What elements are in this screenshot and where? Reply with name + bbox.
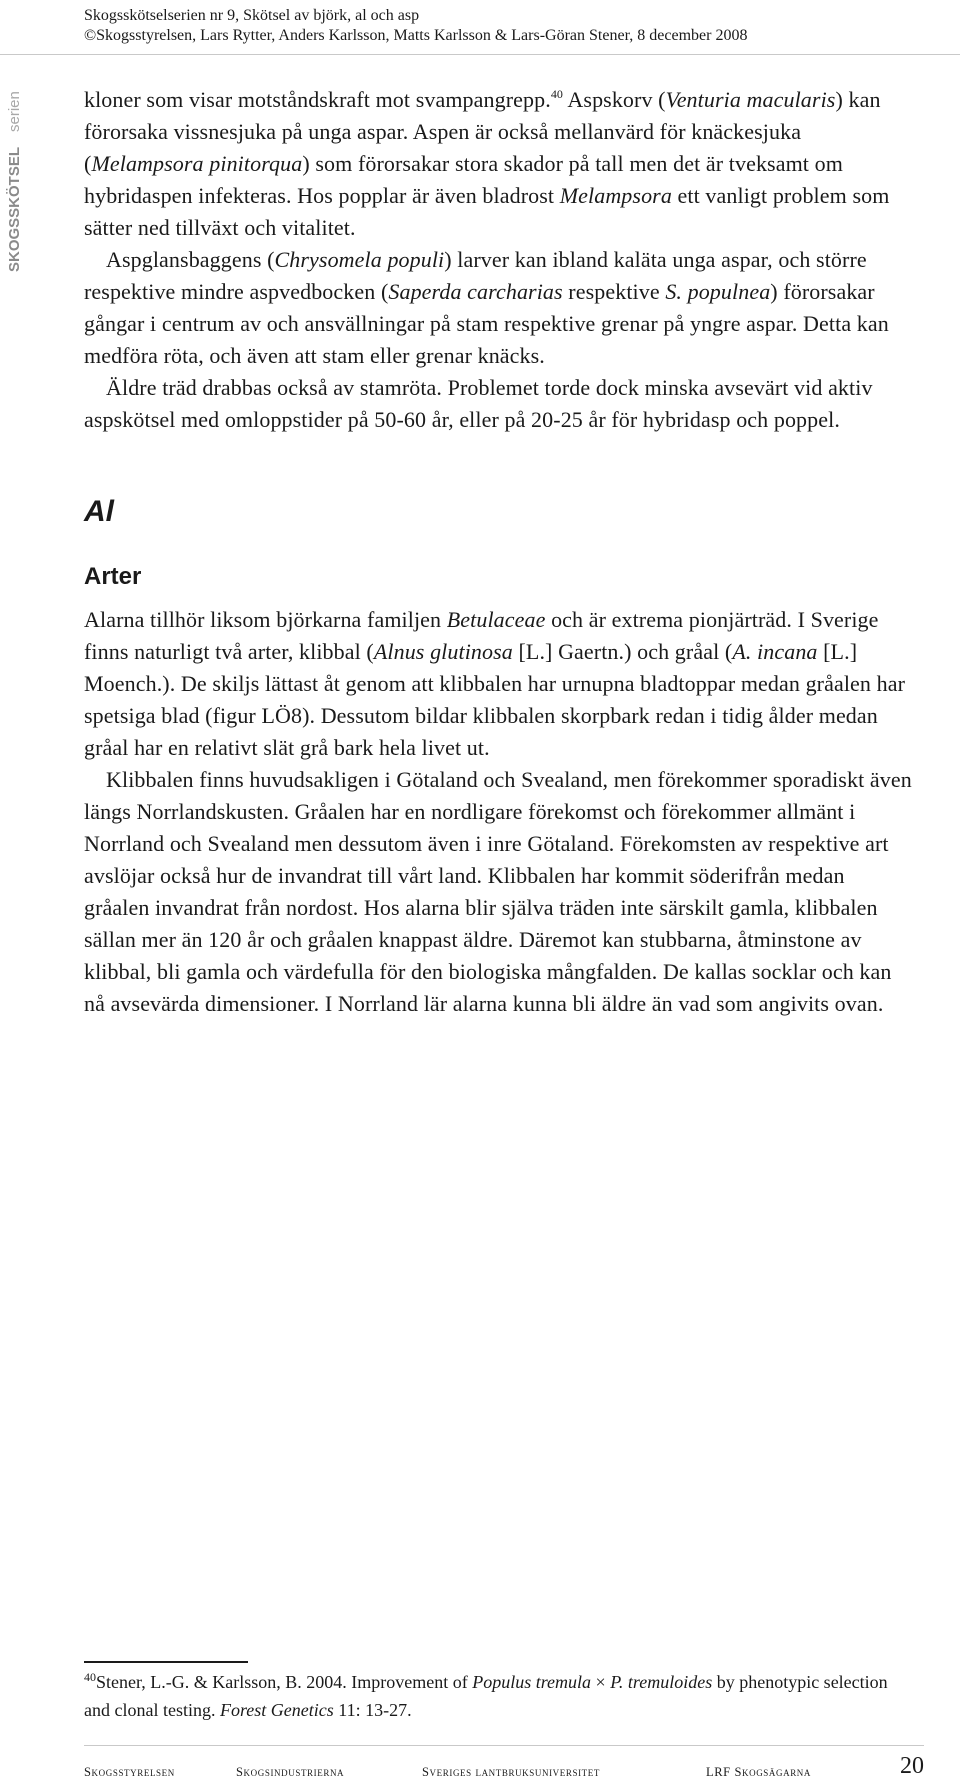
footer-org-skogsindustrierna: Skogsindustrierna: [236, 1765, 345, 1779]
paragraph-utbredning: Klibbalen finns huvudsakligen i Götaland och Svealand, men förekommer sporadiskt även längs Norrlandskusten. Gråalen har en nordligare förekomst och förekommer allmänt i Norrland och Svealand men dessutom även i inre Götaland. Förekomsten av respektive art avslöjar också hur de invandrat till vårt land. Klibbalen har kommit söderifrån medan gråalen invandrat från nordost. Hos alarna blir själva träden inte särskilt gamla, klibbalen sällan mer än 120 år och gråalen knappast äldre. Däremot kan stubbarna, åtminstone av klibbal, bli gamla och värdefulla för den biologiska mångfalden. De kallas socklar och kan nå avsevärda dimensioner. I Norrland lär alarna kunna bli äldre än vad som angivits ovan.: [84, 767, 912, 1016]
footnote-number: 40: [84, 1670, 96, 1684]
page-body: [84, 84, 914, 1020]
header-divider: [0, 54, 960, 55]
footer-org-lrf: LRF Skogsägarna: [706, 1765, 812, 1779]
footer-divider: [84, 1745, 924, 1746]
paragraph-stamrota: Äldre träd drabbas också av stamröta. Problemet torde dock minska avsevärt vid aktiv aspskötsel med omloppstider på 50-60 år, eller på 20-25 år för hybridasp och poppel.: [84, 375, 873, 432]
footer-org-slu: Sveriges lantbruksuniversitet: [422, 1765, 600, 1779]
paragraph-aspglansbagge: Aspglansbaggens (Chrysomela populi) larver kan ibland kaläta unga aspar, och större respektive mindre aspvedbocken (Saperda carcharias respektive S. populnea) förorsakar gångar i centrum av och ansvällningar på stam respektive grenar på yngre aspar. Detta kan medföra röta, och även att stam eller grenar knäcks.: [84, 247, 889, 368]
paragraph-alarna-arter: Alarna tillhör liksom björkarna familjen Betulaceae och är extrema pionjärträd. I Sverige finns naturligt två arter, klibbal (Alnus glutinosa [L.] Gaertn.) och gråal (A. incana [L.] Moench.). De skiljs lättast åt genom att klibbalen har urnupna bladtoppar medan gråalen har spetsiga blad (figur LÖ8). Dessutom bildar klibbalen skorpbark redan i tidig ålder medan gråal har en relativt slät grå bark hela livet ut.: [84, 607, 906, 760]
page-footer: [84, 1753, 924, 1787]
footnote-divider: [84, 1661, 248, 1663]
logo-text-bold: SKOGSSKÖTSEL: [6, 146, 23, 272]
subsection-heading-arter: Arter: [84, 563, 142, 590]
paragraph-svampangrepp: kloner som visar motståndskraft mot svampangrepp.$^{40}$ Aspskorv (Venturia macularis) kan förorsaka vissnesjuka på unga aspar. Aspen är också mellanvärd för knäckesjuka (Melampsora pinitorqua) som förorsakar stora skador på tall men det är tveksamt om hybridaspen infekteras. Hos popplar är även bladrost Melampsora ett vanligt problem som sätter ned tillväxt och vitalitet.: [84, 87, 890, 240]
page-number: 20: [900, 1753, 924, 1779]
header-copyright-line: ©Skogsstyrelsen, Lars Rytter, Anders Karlsson, Matts Karlsson & Lars-Göran Stener, 8 december 2008: [84, 27, 748, 44]
footnote-reference[interactable]: 40: [550, 87, 564, 101]
header-series-line: Skogsskötselserien nr 9, Skötsel av björk, al och asp: [84, 7, 420, 24]
section-heading-al: Al: [84, 495, 114, 528]
skogsskotsel-serien-logo: [2, 34, 24, 274]
logo-text-light: serien: [6, 91, 23, 132]
footer-org-skogsstyrelsen: Skogsstyrelsen: [84, 1765, 175, 1779]
running-header: [84, 6, 924, 46]
footnote-40: $^{40}$Stener, L.-G. & Karlsson, B. 2004. Improvement of Populus tremula × P. tremuloides by phenotypic selection and clonal testing. Forest Genetics 11: 13-27.: [84, 1670, 888, 1720]
